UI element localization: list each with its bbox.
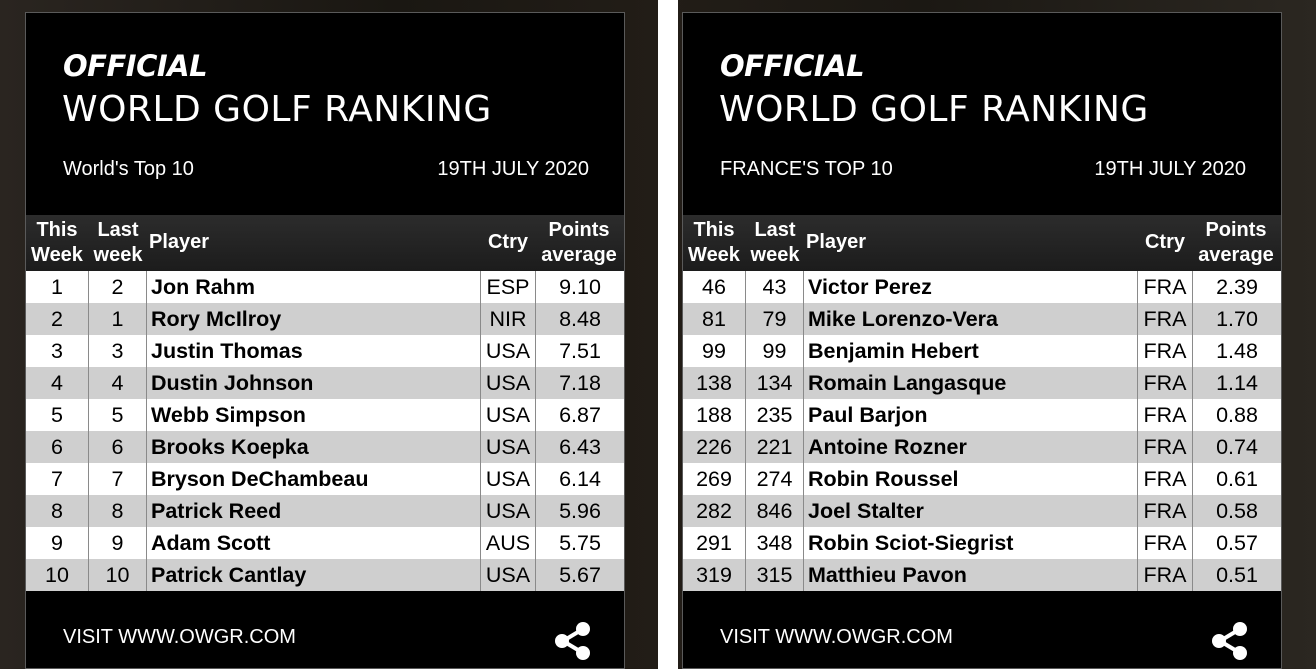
table-row: 269 274 Robin Roussel FRA 0.61 xyxy=(683,463,1281,495)
card-subtitle: FRANCE'S TOP 10 xyxy=(720,158,893,180)
table-row: 46 43 Victor Perez FRA 2.39 xyxy=(683,271,1281,303)
table-row: 4 4 Dustin Johnson USA 7.18 xyxy=(26,367,624,399)
col-header-country: Ctry xyxy=(1144,231,1185,253)
table-row: 9 9 Adam Scott AUS 5.75 xyxy=(26,527,624,559)
ranking-table xyxy=(683,271,1281,591)
col-header-last-week: Last week xyxy=(750,219,800,266)
table-row: 3 3 Justin Thomas USA 7.51 xyxy=(26,335,624,367)
ranking-card-world xyxy=(25,12,625,669)
official-label: OFFICIAL xyxy=(720,49,865,83)
card-title: WORLD GOLF RANKING xyxy=(62,89,492,130)
table-row: 1 2 Jon Rahm ESP 9.10 xyxy=(26,271,624,303)
table-row: 291 348 Robin Sciot-Siegrist FRA 0.57 xyxy=(683,527,1281,559)
table-row: 2 1 Rory McIlroy NIR 8.48 xyxy=(26,303,624,335)
table-header xyxy=(683,215,1281,271)
table-row: 6 6 Brooks Koepka USA 6.43 xyxy=(26,431,624,463)
table-row: 8 8 Patrick Reed USA 5.96 xyxy=(26,495,624,527)
table-row: 138 134 Romain Langasque FRA 1.14 xyxy=(683,367,1281,399)
card-title: WORLD GOLF RANKING xyxy=(719,89,1149,130)
ranking-table xyxy=(26,271,624,591)
card-date: 19TH JULY 2020 xyxy=(437,158,589,180)
table-row: 10 10 Patrick Cantlay USA 5.67 xyxy=(26,559,624,591)
official-label: OFFICIAL xyxy=(63,49,208,83)
col-header-points: Points average xyxy=(541,219,617,266)
col-header-points: Points average xyxy=(1198,219,1274,266)
table-row: 99 99 Benjamin Hebert FRA 1.48 xyxy=(683,335,1281,367)
card-subtitle: World's Top 10 xyxy=(63,158,194,180)
card-date: 19TH JULY 2020 xyxy=(1094,158,1246,180)
table-row: 5 5 Webb Simpson USA 6.87 xyxy=(26,399,624,431)
col-header-player: Player xyxy=(149,231,210,253)
share-icon[interactable] xyxy=(1210,621,1250,661)
share-icon[interactable] xyxy=(553,621,593,661)
col-header-player: Player xyxy=(806,231,867,253)
col-header-this-week: This Week xyxy=(688,219,740,266)
visit-owgr-link[interactable]: VISIT WWW.OWGR.COM xyxy=(720,626,953,648)
ranking-card-france xyxy=(682,12,1282,669)
table-row: 7 7 Bryson DeChambeau USA 6.14 xyxy=(26,463,624,495)
table-header xyxy=(26,215,624,271)
table-row: 226 221 Antoine Rozner FRA 0.74 xyxy=(683,431,1281,463)
panel-divider xyxy=(658,0,678,669)
table-row: 319 315 Matthieu Pavon FRA 0.51 xyxy=(683,559,1281,591)
col-header-this-week: This Week xyxy=(31,219,83,266)
col-header-country: Ctry xyxy=(487,231,528,253)
table-row: 81 79 Mike Lorenzo-Vera FRA 1.70 xyxy=(683,303,1281,335)
col-header-last-week: Last week xyxy=(93,219,143,266)
table-row: 188 235 Paul Barjon FRA 0.88 xyxy=(683,399,1281,431)
visit-owgr-link[interactable]: VISIT WWW.OWGR.COM xyxy=(63,626,296,648)
table-row: 282 846 Joel Stalter FRA 0.58 xyxy=(683,495,1281,527)
